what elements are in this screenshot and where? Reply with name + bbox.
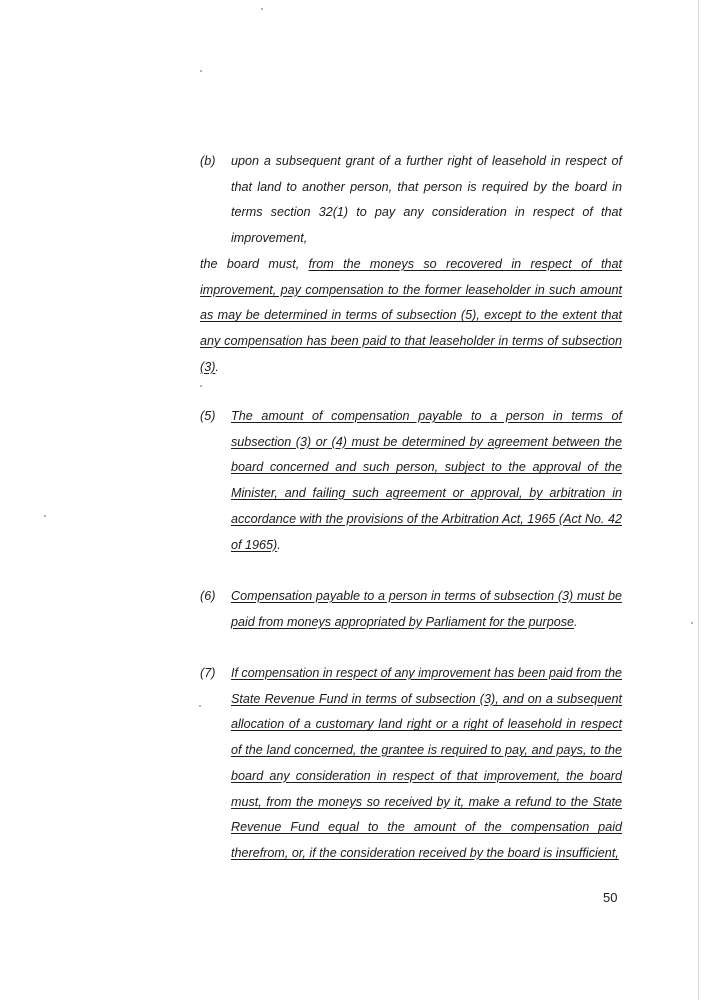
paragraph-line [231,819,622,835]
paragraph-line [200,333,622,349]
text-run: upon a subsequent grant of a further right of leasehold in respect of [231,154,622,168]
paragraph-line [231,588,622,604]
underlined-text: Minister, and failing such agreement or approval, by arbitration in [231,486,622,501]
underlined-text: accordance with the provisions of the Arbitration Act, 1965 (Act No. 42 [231,511,622,526]
scan-speck [44,515,46,517]
underlined-text: therefrom, or, if the consideration received by the board is insufficient, [231,845,619,860]
scan-speck [200,70,202,72]
text-run: that land to another person, that person is required by the board in [231,179,622,194]
paragraph-line [231,665,622,681]
paragraph-line [231,434,622,450]
underlined-text: as may be determined in terms of subsection (5), except to the extent that [200,308,622,323]
underlined-text: Compensation payable to a person in terms of subsection (3) must be [231,589,622,603]
underlined-text: any compensation has been paid to that leaseholder in terms of subsection [200,334,622,349]
underlined-text: improvement, pay compensation to the former leaseholder in such amount [200,282,622,297]
paragraph-line [200,256,622,272]
underlined-text: The amount of compensation payable to a person in terms of [231,409,622,423]
underlined-text: (3) [200,359,216,374]
text-run: . [277,537,281,552]
underlined-text: board concerned and such person, subject to the approval of the [231,460,622,475]
page-number: 50 [603,890,618,905]
underlined-text: must, from the moneys so received by it, make a refund to the State [231,794,622,809]
underlined-text: Revenue Fund equal to the amount of the compensation paid [231,820,622,835]
underlined-text: board any consideration in respect of that improvement, the board [231,768,622,783]
scan-speck [261,8,263,10]
paragraph-line [231,716,622,732]
underlined-text: paid from moneys appropriated by Parliament for the purpose [231,614,575,629]
paragraph-marker: (7) [200,666,216,680]
paragraph-line [231,153,622,169]
text-run: the board must, [200,257,309,271]
paragraph-line [231,742,622,758]
scan-speck [199,705,201,707]
paragraph-line [231,511,622,527]
paragraph-line [231,485,622,501]
paragraph-line [231,179,622,195]
paragraph-line [231,845,619,861]
scan-speck [691,622,693,624]
paragraph-line [200,359,219,375]
underlined-text: If compensation in respect of any improvement has been paid from the [231,666,622,680]
paragraph-line [231,459,622,475]
paragraph-line [231,230,307,246]
text-run: improvement, [231,231,308,246]
paragraph-line [231,691,622,707]
paragraph-line [231,794,622,810]
underlined-text: of 1965) [231,537,278,552]
paragraph-marker: (6) [200,589,216,603]
paragraph-line [200,307,622,323]
underlined-text: State Revenue Fund in terms of subsection (3), and on a subsequent [231,691,622,706]
text-run: . [215,359,219,374]
paragraph-line [231,204,622,220]
scan-speck [200,385,202,387]
paragraph-line [231,537,281,553]
paragraph-line [231,768,622,784]
underlined-text: from the moneys so recovered in respect of that [308,257,622,271]
underlined-text: of the land concerned, the grantee is required to pay, and pays, to the [231,743,622,758]
text-run: . [574,614,578,629]
paragraph-marker: (5) [200,409,216,423]
scan-edge [698,0,699,1000]
paragraph-line [200,282,622,298]
underlined-text: allocation of a customary land right or a right of leasehold in respect [231,717,622,732]
text-run: terms section 32(1) to pay any consideration in respect of that [231,205,622,220]
underlined-text: subsection (3) or (4) must be determined by agreement between the [231,434,622,449]
paragraph-line [231,408,622,424]
paragraph-marker: (b) [200,154,216,168]
paragraph-line [231,614,578,630]
